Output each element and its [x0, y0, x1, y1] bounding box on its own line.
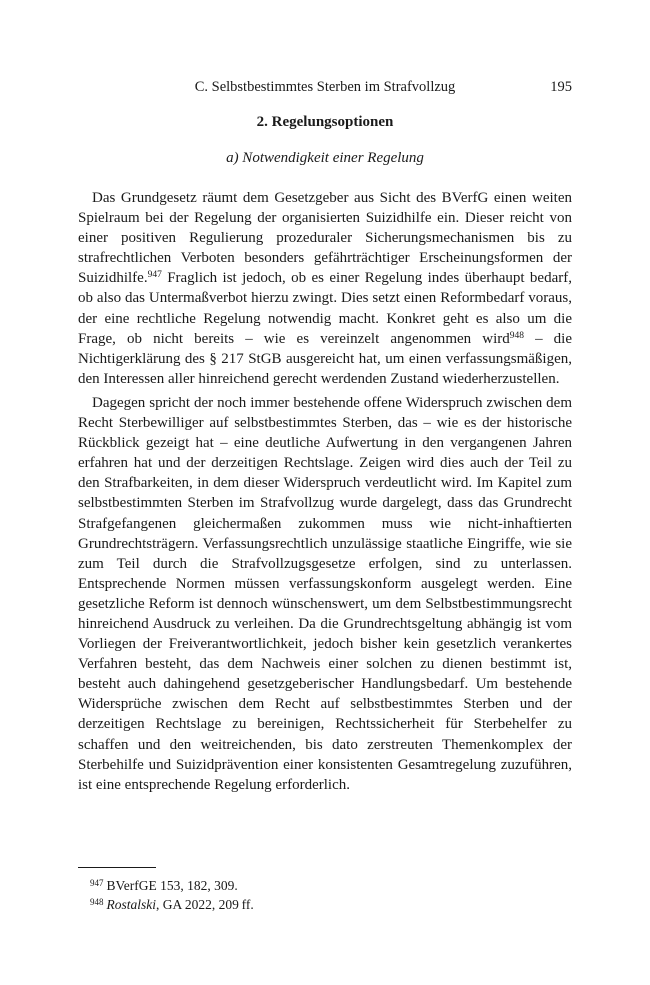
footnote-number: 947 — [90, 878, 104, 888]
footnote-number: 948 — [90, 897, 104, 907]
running-title: C. Selbstbestimmtes Sterben im Strafvollzug — [194, 79, 456, 95]
footnote-text: BVerfGE 153, 182, 309. — [106, 878, 238, 893]
running-head — [78, 77, 572, 97]
section-heading: 2. Regelungsoptionen — [256, 114, 394, 130]
page-number: 195 — [550, 79, 572, 95]
body-text — [78, 188, 572, 799]
footnote-author: Rostalski — [106, 897, 156, 912]
paragraph-1-part-2: Fraglich ist jedoch, ob es einer Regelung indes überhaupt bedarf, ob also das Untermaßverbot hierzu zwingt. Dies setzt einen Reformbedarf voraus, der eine rechtliche Regelung notwendig macht. Konkret geht es also um die Frage, ob nicht bereits – wie es vereinzelt angenommen wird — [78, 270, 572, 347]
footnote-ref-948[interactable]: 948 — [509, 330, 524, 341]
paragraph-1-part-1: Das Grundgesetz räumt dem Gesetzgeber aus Sicht des BVerfG einen weiten Spielraum bei der Regelung der organisierten Suizidhilfe ein. Dieser reicht von einer positiven Regulierung prozeduraler Sicherungsmechanismen bis zu strafrechtlichen Verboten besonders gefährträchtiger Erscheinungsformen der Suizidhilfe. — [78, 190, 572, 287]
subsection-heading: a) Notwendigkeit einer Regelung — [226, 150, 424, 166]
footnote-947 — [90, 876, 570, 895]
footnote-948 — [90, 895, 570, 914]
footnote-text: , GA 2022, 209 ff. — [156, 897, 254, 912]
paragraph-1-part-3: – die Nichtigerklärung des § 217 StGB ausgereicht hat, um einen verfassungsmäßigen, den Interessen aller hinreichend gerecht werdenden Zustand wiederherzustellen. — [78, 330, 572, 387]
footnote-ref-947[interactable]: 947 — [147, 270, 162, 281]
footnote-divider — [78, 867, 156, 868]
footnotes — [90, 876, 570, 914]
paragraph-1 — [78, 188, 572, 389]
paragraph-2: Dagegen spricht der noch immer bestehende offene Widerspruch zwischen dem Recht Sterbewilliger auf selbstbestimmtes Sterben, das – wie es der historische Rückblick gezeigt hat – eine deutliche Aufwertung in den vergangenen Jahren erfahren hat und der derzeitigen Rechtslage. Zeigen wird dies auch der Teil zu den Strafbarkeiten, in dem dieser Widerspruch verdeutlicht wird. Im Kapitel zum selbstbestimmten Sterben im Strafvollzug wurde dargelegt, dass das Grundrecht Strafgefangenen gleichermaßen zukommen muss wie nicht-inhaftierten Grundrechtsträgern. Verfassungsrechtlich unzulässige staatliche Eingriffe, wie sie zum Teil durch die Strafvollzugsgesetze erfolgen, sind zu unterlassen. Entsprechende Normen müssen verfassungskonform ausgelegt werden. Eine gesetzliche Reform ist dennoch wünschenswert, um dem Selbstbestimmungsrecht hinreichend Ausdruck zu verleihen. Da die Grundrechtsgeltung abhängig ist vom Vorliegen der Freiverantwortlichkeit, jedoch bisher kein gesetzlich verankertes Verfahren besteht, das dem Nachweis einer solchen zu dienen bestimmt ist, besteht auch dahingehend gesetzgeberischer Handlungsbedarf. Um bestehende Widersprüche zwischen dem Recht auf selbstbestimmtes Sterben und der derzeitigen Rechtslage zu bereinigen, Rechtssicherheit für Sterbehelfer zu schaffen und den weitreichenden, bis dato zerstreuten Themenkomplex der Sterbehilfe und Suizidprävention einer konsistenten Gesamtregelung zuzuführen, ist eine entsprechende Regelung erforderlich. — [78, 394, 572, 793]
